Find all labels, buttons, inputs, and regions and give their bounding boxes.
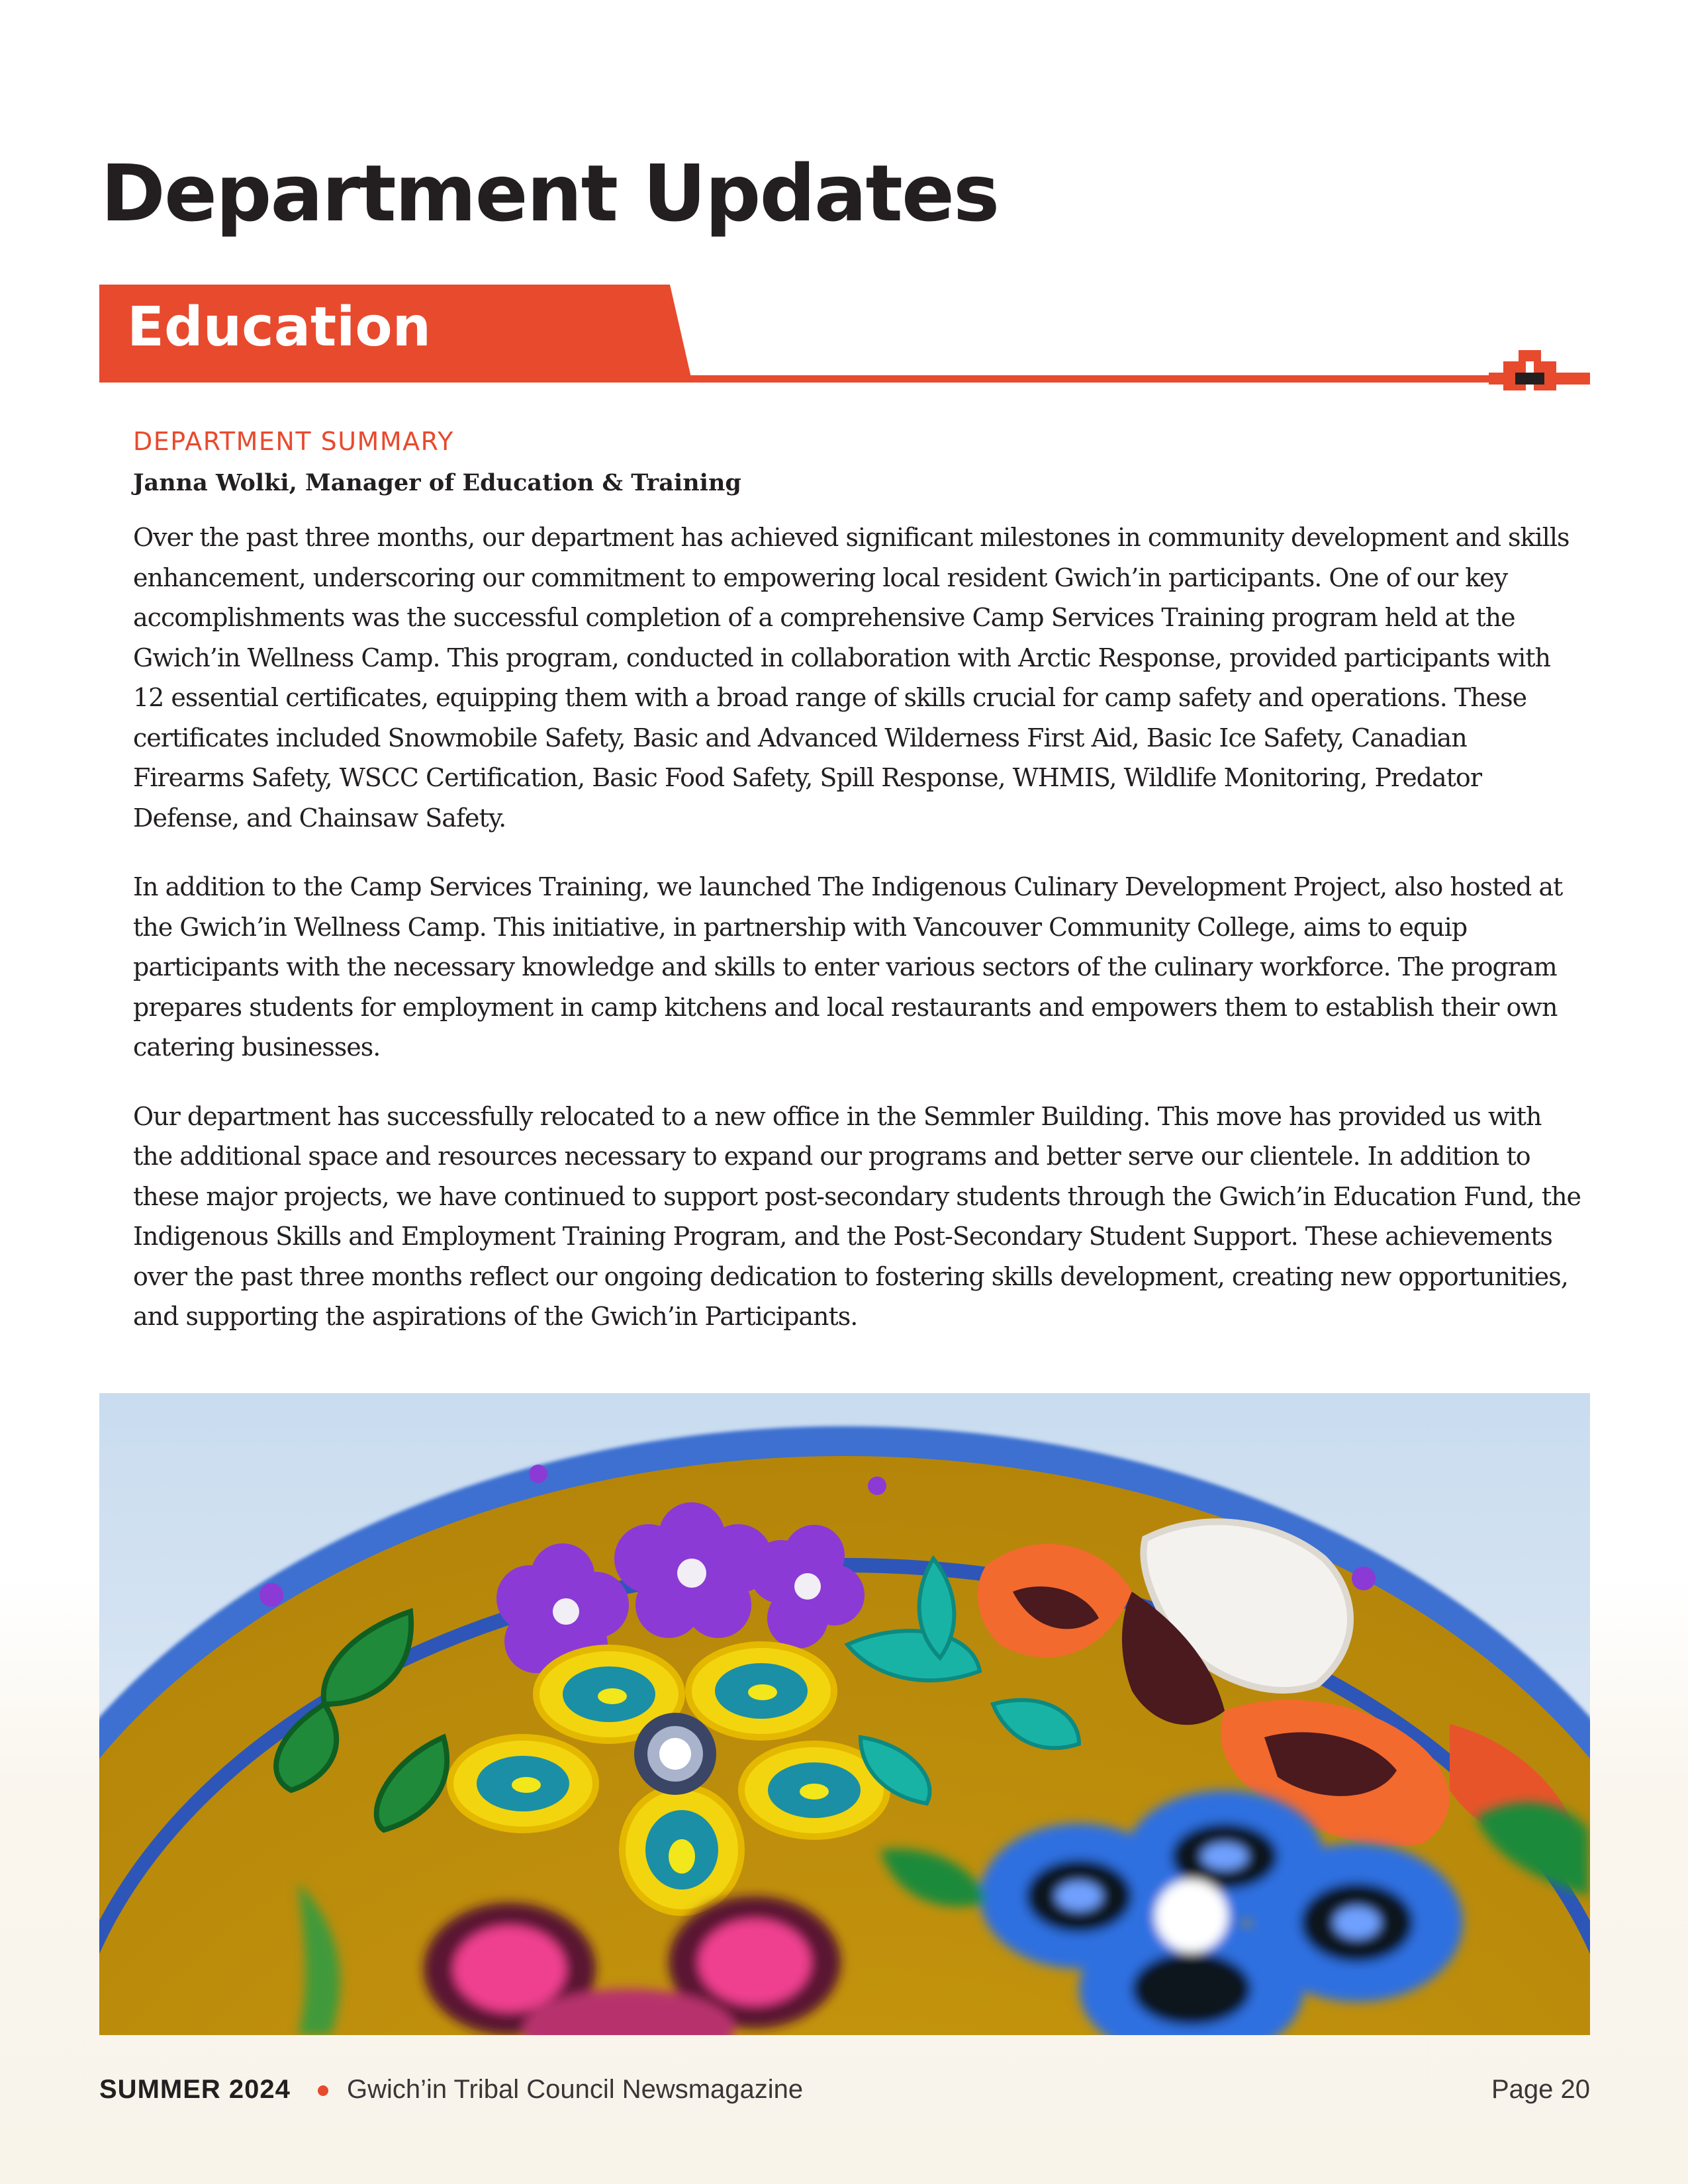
beadwork-photo — [99, 1393, 1590, 2035]
author-byline: Janna Wolki, Manager of Education & Training — [133, 469, 741, 496]
beadwork-diamond-icon — [1489, 350, 1590, 390]
paragraph: Over the past three months, our department has achieved significant milestones in community development and skills enhancement, underscoring our commitment to empowering local resident Gwich’in participants. One of our key accomplishments was the successful completion of a comprehensive Camp Services Training program held at the Gwich’in Wellness Camp. This program, conducted in collaboration with Arctic Response, provided participants with 12 essential certificates, equipping them with a broad range of skills crucial for camp safety and operations. These certificates included Snowmobile Safety, Basic and Advanced Wilderness First Aid, Basic Ice Safety, Canadian Firearms Safety, WSCC Certification, Basic Food Safety, Spill Response, WHMIS, Wildlife Monitoring, Predator Defense, and Chainsaw Safety. — [133, 523, 1570, 833]
page-footer — [99, 2075, 1590, 2115]
article-body — [133, 518, 1583, 1366]
page-title: Department Updates — [101, 148, 999, 239]
publication-name: Gwich’in Tribal Council Newsmagazine — [347, 2075, 804, 2104]
beadwork-illustration — [99, 1393, 1590, 2035]
paragraph: In addition to the Camp Services Training, we launched The Indigenous Culinary Development Project, also hosted at the Gwich’in Wellness Camp. This initiative, in partnership with Vancouver Community College, aims to equip participants with the necessary knowledge and skills to enter various sectors of the culinary workforce. The program prepares students for employment in camp kitchens and local restaurants and empowers them to establish their own catering businesses. — [133, 872, 1563, 1062]
section-rule — [99, 375, 1489, 383]
paragraph: Our department has successfully relocated to a new office in the Semmler Building. This move has provided us with the additional space and resources necessary to expand our programs and better serve our clientele. In addition to these major projects, we have continued to support post-secondary students through the Gwich’in Education Fund, the Indigenous Skills and Employment Training Program, and the Post-Secondary Student Support. These achievements over the past three months reflect our ongoing dedication to fostering skills development, creating new opportunities, and supporting the aspirations of the Gwich’in Participants. — [133, 1101, 1581, 1331]
section-title: Education — [127, 296, 432, 359]
bullet-dot-icon — [318, 2085, 328, 2096]
department-summary-label: DEPARTMENT SUMMARY — [133, 427, 454, 456]
page-number: Page 20 — [1491, 2075, 1590, 2104]
issue-season: SUMMER 2024 — [99, 2075, 291, 2104]
